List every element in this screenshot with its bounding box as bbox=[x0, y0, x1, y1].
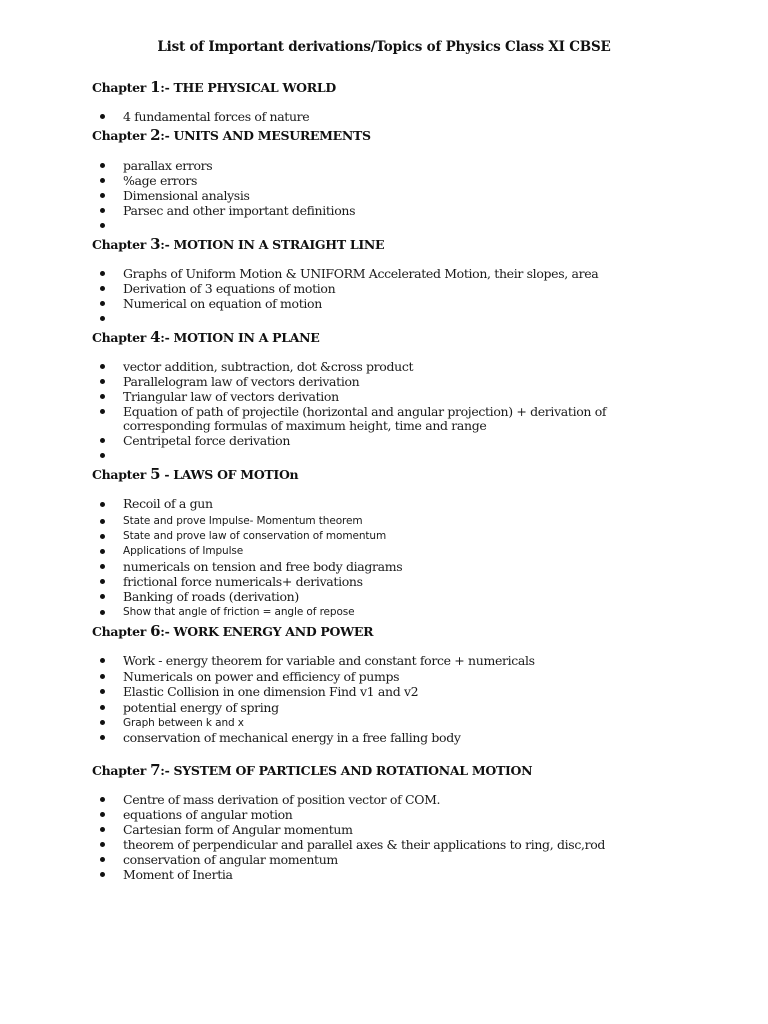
list-item: conservation of angular momentum bbox=[123, 852, 338, 867]
chapter-5-heading: Chapter 5 - LAWS OF MOTIOn bbox=[92, 465, 299, 483]
list-item: Numerical on equation of motion bbox=[123, 296, 322, 311]
list-item: Show that angle of friction = angle of repose bbox=[123, 606, 355, 618]
chapter-2-heading: Chapter 2:- UNITS AND MESUREMENTS bbox=[92, 126, 371, 144]
list-item: theorem of perpendicular and parallel axes & their applications to ring, disc,rod bbox=[123, 837, 606, 852]
list-item: Banking of roads (derivation) bbox=[123, 589, 299, 604]
list-item: Parsec and other important definitions bbox=[123, 203, 356, 218]
bullet-icon bbox=[100, 286, 105, 291]
bullet-icon bbox=[100, 114, 105, 119]
chapter-4-heading: Chapter 4:- MOTION IN A PLANE bbox=[92, 328, 320, 346]
bullet-icon bbox=[100, 674, 105, 679]
bullet-icon bbox=[100, 364, 105, 369]
list-item: frictional force numericals+ derivations bbox=[123, 574, 363, 589]
list-item: Moment of Inertia bbox=[123, 867, 233, 882]
list-item: %age errors bbox=[123, 173, 198, 188]
bullet-icon bbox=[100, 534, 105, 539]
list-item: numericals on tension and free body diagrams bbox=[123, 559, 403, 574]
list-item: 4 fundamental forces of nature bbox=[123, 109, 310, 124]
list-item: State and prove law of conservation of momentum bbox=[123, 530, 387, 542]
list-item: State and prove Impulse- Momentum theorem bbox=[123, 515, 363, 527]
bullet-icon bbox=[100, 872, 105, 877]
chapter-1-heading: Chapter 1:- THE PHYSICAL WORLD bbox=[92, 78, 336, 96]
bullet-icon bbox=[100, 549, 105, 554]
bullet-icon bbox=[100, 223, 105, 228]
document-title: List of Important derivations/Topics of Physics Class XI CBSE bbox=[157, 39, 611, 55]
bullet-icon bbox=[100, 797, 105, 802]
chapter-6-heading: Chapter 6:- WORK ENERGY AND POWER bbox=[92, 622, 374, 640]
bullet-icon bbox=[100, 579, 105, 584]
bullet-icon bbox=[100, 812, 105, 817]
bullet-icon bbox=[100, 453, 105, 458]
bullet-icon bbox=[100, 519, 105, 524]
list-item: Graphs of Uniform Motion & UNIFORM Accelerated Motion, their slopes, area bbox=[123, 266, 599, 281]
list-item: Recoil of a gun bbox=[123, 496, 213, 511]
bullet-icon bbox=[100, 689, 105, 694]
bullet-icon bbox=[100, 316, 105, 321]
bullet-icon bbox=[100, 735, 105, 740]
list-item: Numericals on power and efficiency of pumps bbox=[123, 669, 400, 684]
bullet-icon bbox=[100, 163, 105, 168]
bullet-icon bbox=[100, 178, 105, 183]
bullet-icon bbox=[100, 271, 105, 276]
bullet-icon bbox=[100, 193, 105, 198]
list-item: Dimensional analysis bbox=[123, 188, 250, 203]
list-item: Applications of Impulse bbox=[123, 545, 244, 557]
bullet-icon bbox=[100, 438, 105, 443]
list-item: parallax errors bbox=[123, 158, 213, 173]
bullet-icon bbox=[100, 842, 105, 847]
list-item: Centripetal force derivation bbox=[123, 433, 291, 448]
list-item: Parallelogram law of vectors derivation bbox=[123, 374, 360, 389]
list-item: Graph between k and x bbox=[123, 717, 244, 729]
list-item: potential energy of spring bbox=[123, 700, 279, 715]
list-item: Work - energy theorem for variable and constant force + numericals bbox=[123, 653, 535, 668]
bullet-icon bbox=[100, 594, 105, 599]
bullet-icon bbox=[100, 409, 105, 414]
list-item: vector addition, subtraction, dot &cross product bbox=[123, 359, 414, 374]
bullet-icon bbox=[100, 720, 105, 725]
list-item: equations of angular motion bbox=[123, 807, 293, 822]
chapter-7-heading: Chapter 7:- SYSTEM OF PARTICLES AND ROTATIONAL MOTION bbox=[92, 761, 533, 779]
bullet-icon bbox=[100, 379, 105, 384]
list-item: Elastic Collision in one dimension Find v1 and v2 bbox=[123, 684, 419, 699]
bullet-icon bbox=[100, 658, 105, 663]
bullet-icon bbox=[100, 502, 105, 507]
list-item: Cartesian form of Angular momentum bbox=[123, 822, 353, 837]
list-item: conservation of mechanical energy in a free falling body bbox=[123, 730, 461, 745]
list-item: Equation of path of projectile (horizontal and angular projection) + derivation of corresponding formulas of maximum height, time and range bbox=[123, 404, 607, 433]
list-item: Triangular law of vectors derivation bbox=[123, 389, 339, 404]
bullet-icon bbox=[100, 827, 105, 832]
list-item: Centre of mass derivation of position vector of COM. bbox=[123, 792, 441, 807]
bullet-icon bbox=[100, 208, 105, 213]
bullet-icon bbox=[100, 857, 105, 862]
bullet-icon bbox=[100, 705, 105, 710]
chapter-3-heading: Chapter 3:- MOTION IN A STRAIGHT LINE bbox=[92, 235, 385, 253]
bullet-icon bbox=[100, 610, 105, 615]
bullet-icon bbox=[100, 564, 105, 569]
list-item: Derivation of 3 equations of motion bbox=[123, 281, 336, 296]
bullet-icon bbox=[100, 394, 105, 399]
bullet-icon bbox=[100, 301, 105, 306]
